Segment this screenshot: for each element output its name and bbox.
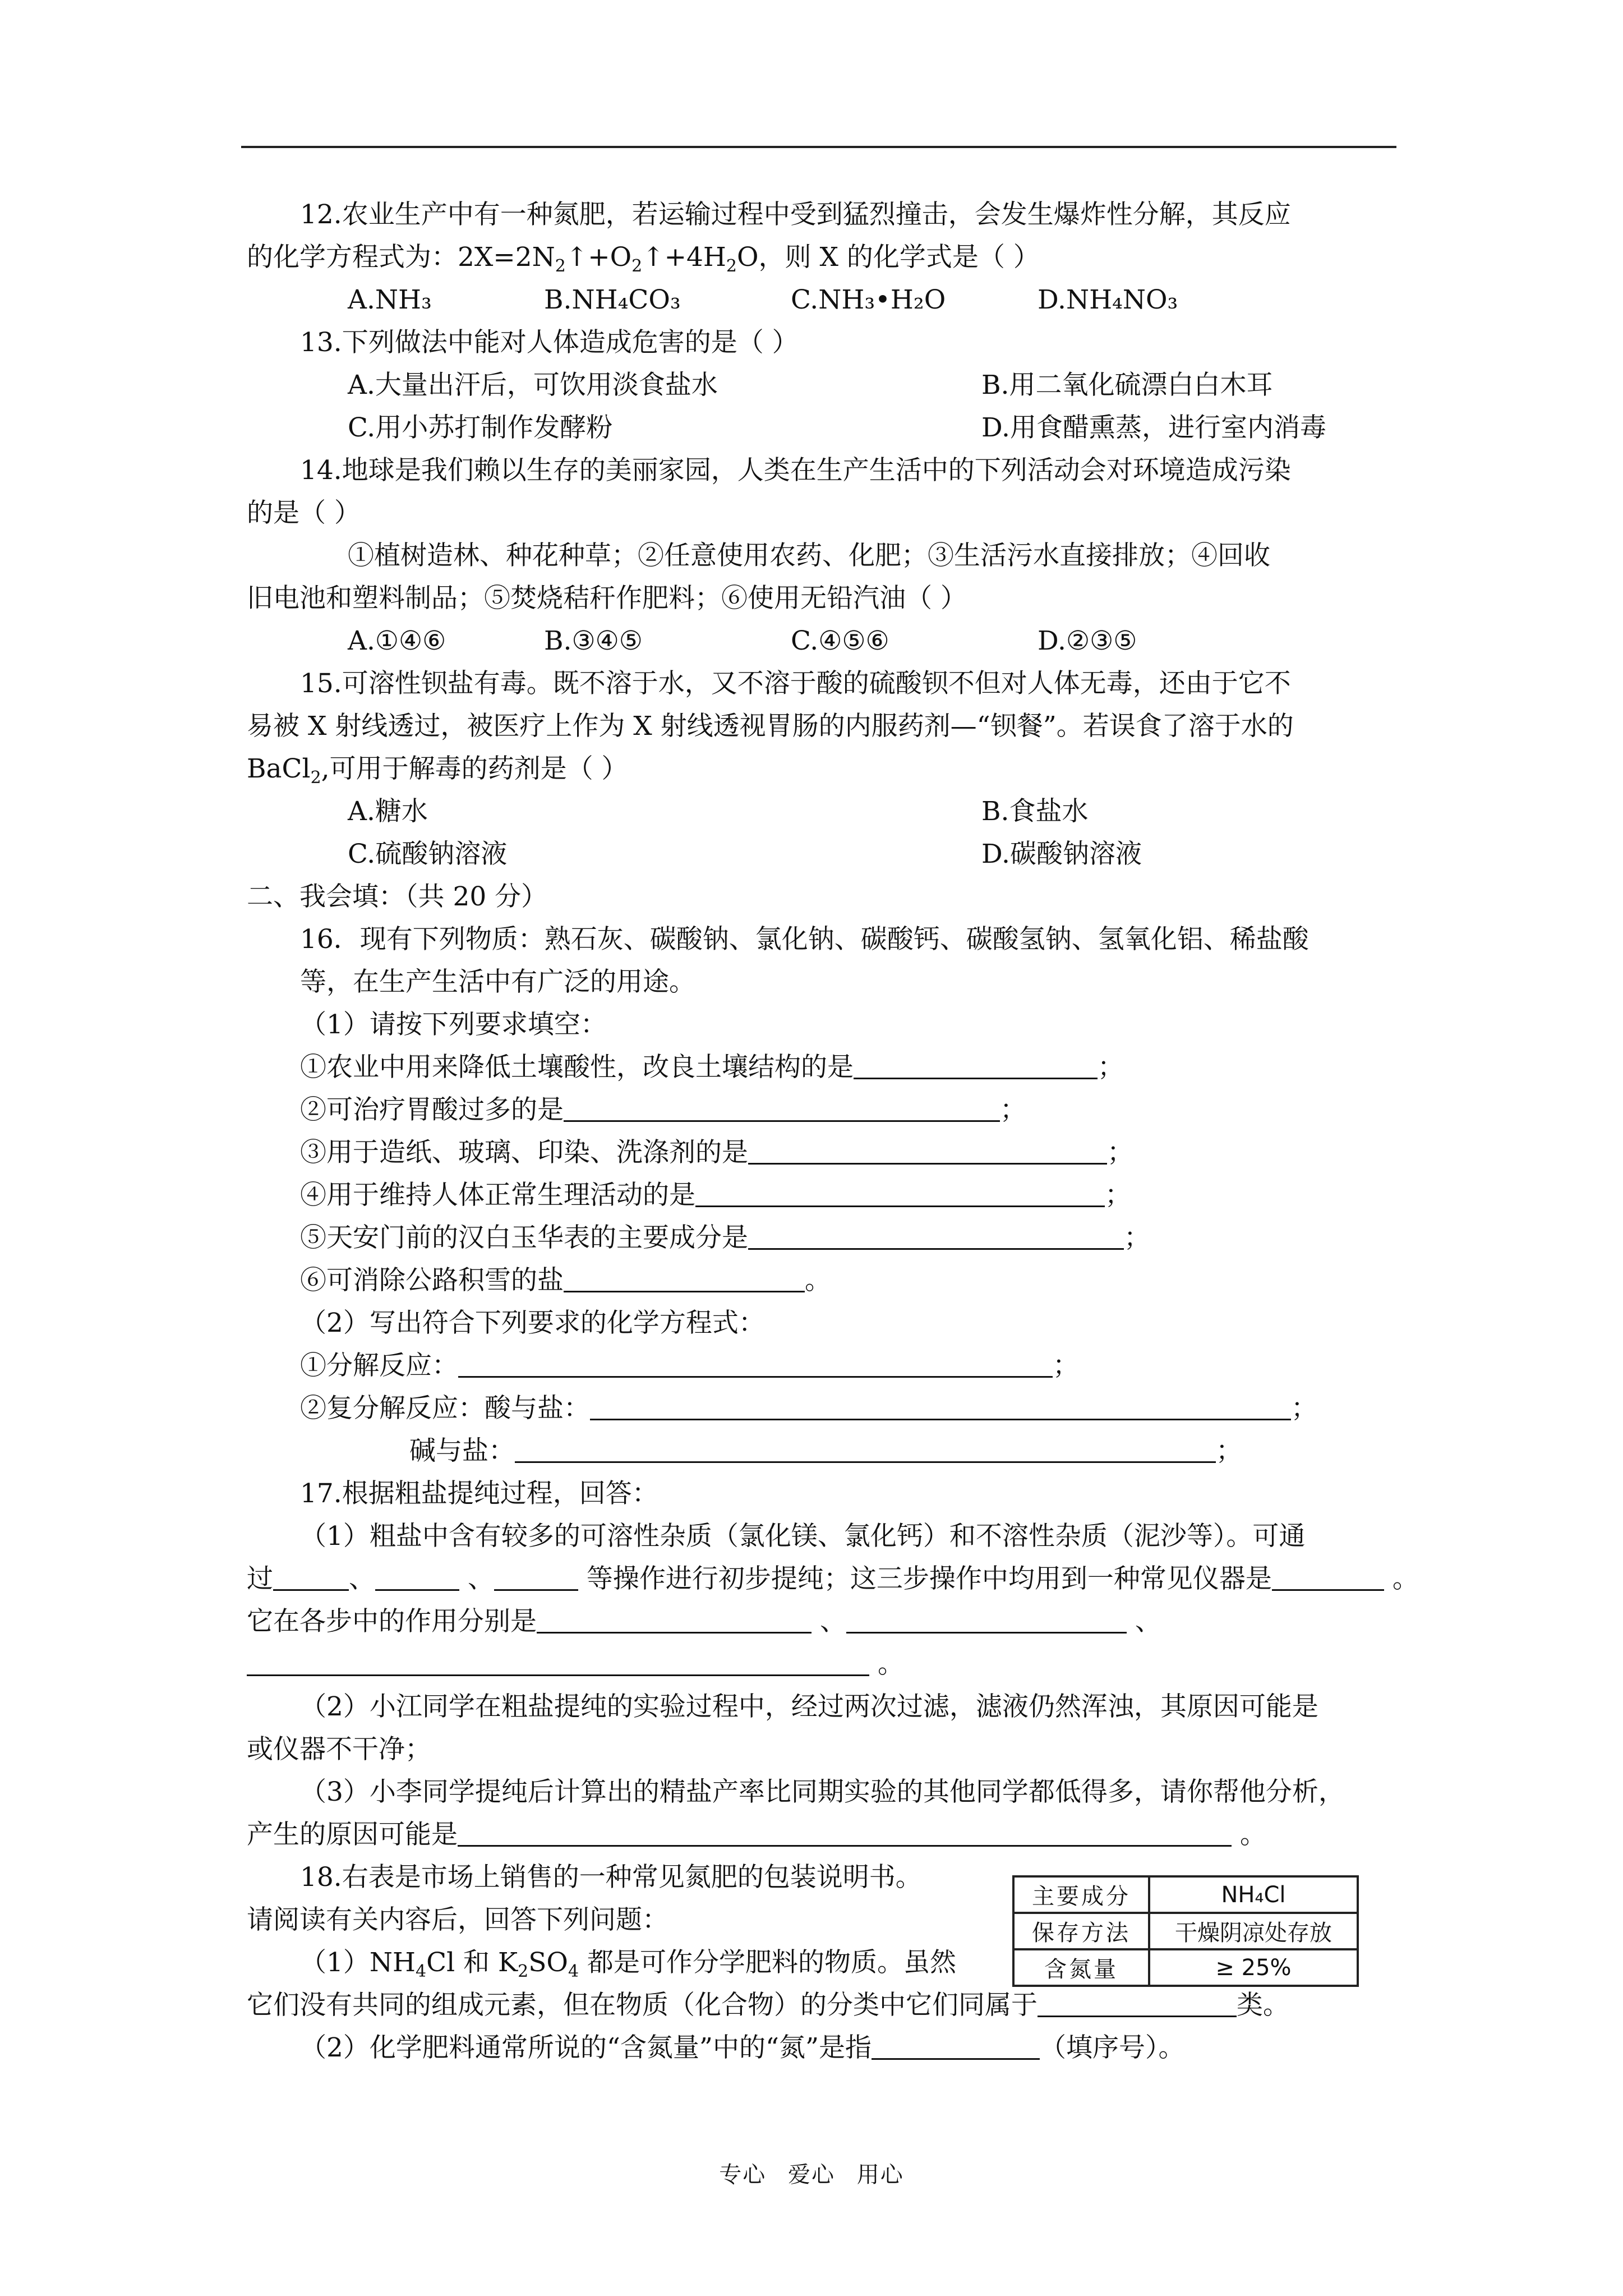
q15-option-b: B.食盐水	[981, 796, 1089, 827]
q15-line3: BaCl$_2$,可用于解毒的药剂是（ ）	[247, 753, 628, 788]
table-key: 含氮量	[1013, 1949, 1149, 1986]
q15-options-row1	[247, 790, 1396, 833]
q15-option-d: D.碳酸钠溶液	[981, 839, 1142, 869]
table-value: 干燥阴凉处存放	[1149, 1913, 1358, 1949]
q16-item4: ④用于维持人体正常生理活动的是 ；	[247, 1174, 1396, 1217]
q13-options-row2	[247, 407, 1396, 449]
q13-stem: 13.下列做法中能对人体造成危害的是（ ）	[300, 327, 799, 358]
q18-p1-line2: 它们没有共同的组成元素，但在物质（化合物）的分类中它们同属于 类。	[247, 1984, 1396, 2027]
header-rule	[241, 146, 1396, 148]
q12-line2: 的化学方程式为：$2X=2N_2↑+O_2↑+4H_2O$，则 X 的化学式是（ ）	[247, 242, 1040, 276]
q14-option-c: C.④⑤⑥	[791, 625, 889, 656]
table-key: 主要成分	[1013, 1876, 1149, 1913]
q13-option-d: D.用食醋熏蒸，进行室内消毒	[981, 412, 1326, 443]
table-value: NH₄Cl	[1149, 1876, 1358, 1913]
footer-word: 用心	[856, 2162, 904, 2188]
q17-blank-reason[interactable]	[458, 1816, 1232, 1847]
q16-item3-blank[interactable]	[748, 1134, 1107, 1165]
q17-blank-instrument[interactable]	[1272, 1560, 1384, 1591]
q17-p1-line3: 它在各步中的作用分别是 、 、	[247, 1600, 1396, 1643]
q18-p2: （2）化学肥料通常所说的“含氮量”中的“氮”是指 （填序号）。	[247, 2027, 1396, 2069]
q18-blank-class[interactable]	[1038, 1986, 1237, 2017]
q15-option-a: A.糖水	[348, 796, 428, 827]
q14-options	[247, 620, 1396, 662]
q17-p3-line2: 产生的原因可能是 。	[247, 1814, 1396, 1856]
table-row	[1013, 1913, 1358, 1949]
q16-item2: ②可治疗胃酸过多的是 ；	[247, 1089, 1396, 1131]
q16-eq3: 碱与盐： ；	[247, 1430, 1396, 1473]
q18-line2: 请阅读有关内容后，回答下列问题：	[247, 1904, 668, 1935]
table-row	[1013, 1949, 1358, 1986]
page-footer	[0, 2157, 1623, 2189]
q14-line2: 的是（ ）	[247, 498, 361, 528]
q17-blank-role2[interactable]	[846, 1603, 1127, 1634]
q12-option-a: A.NH₃	[348, 284, 432, 315]
q16-item3: ③用于造纸、玻璃、印染、洗涤剂的是 ；	[247, 1131, 1396, 1174]
q14-line1: 14.地球是我们赖以生存的美丽家园，人类在生产生活中的下列活动会对环境造成污染	[300, 455, 1291, 486]
q17-p2-line2: 或仪器不干净；	[247, 1734, 431, 1765]
q12-option-d: D.NH₄NO₃	[1038, 284, 1178, 315]
table-value: ≥ 25%	[1149, 1949, 1358, 1986]
q14-line3: ①植树造林、种花种草；②任意使用农药、化肥；③生活污水直接排放；④回收	[348, 540, 1270, 571]
q18-p1-line1: $(1)NH_4Cl$ 和 $K_2SO_4$ 都是可作分学肥料的物质。虽然	[300, 1947, 956, 1981]
q17-blank-op2[interactable]	[375, 1560, 459, 1591]
q16-item6-blank[interactable]	[564, 1262, 805, 1292]
q13-option-b: B.用二氧化硫漂白白木耳	[981, 370, 1273, 401]
q15-options-row2	[247, 833, 1396, 876]
q16-item1: ①农业中用来降低土壤酸性，改良土壤结构的是 ；	[247, 1046, 1396, 1089]
q16-part2: （2）写出符合下列要求的化学方程式：	[300, 1308, 765, 1338]
q14-option-d: D.②③⑤	[1038, 625, 1137, 656]
footer-word: 爱心	[788, 2162, 835, 2188]
q16-eq2-blank[interactable]	[590, 1389, 1291, 1420]
q18-line1: 18.右表是市场上销售的一种常见氮肥的包装说明书。	[300, 1862, 922, 1893]
q12-option-b: B.NH₄CO₃	[544, 284, 681, 315]
q15-line1: 15.可溶性钡盐有毒。既不溶于水，又不溶于酸的硫酸钡不但对人体无毒，还由于它不	[300, 668, 1291, 699]
q17-stem: 17.根据粗盐提纯过程，回答：	[300, 1478, 658, 1509]
q18-blank-nitrogen[interactable]	[872, 2029, 1040, 2060]
q16-line2: 等，在生产生活中有广泛的用途。	[300, 967, 695, 997]
q12-options	[247, 279, 1396, 321]
q16-item2-blank[interactable]	[564, 1091, 1000, 1122]
q17-p1-line2: 过 、 、 等操作进行初步提纯；这三步操作中均用到一种常见仪器是 。	[247, 1558, 1396, 1600]
exam-page	[247, 194, 1419, 2069]
q12-line1: 12.农业生产中有一种氮肥，若运输过程中受到猛烈撞击，会发生爆炸性分解，其反应	[300, 199, 1291, 230]
q16-item1-blank[interactable]	[854, 1048, 1098, 1079]
q16-item5: ⑤天安门前的汉白玉华表的主要成分是 ；	[247, 1217, 1396, 1259]
q17-p1-line4: 。	[247, 1643, 1396, 1686]
q17-blank-role3[interactable]	[247, 1645, 869, 1676]
q17-blank-op1[interactable]	[273, 1560, 349, 1591]
q14-line4: 旧电池和塑料制品；⑤焚烧秸秆作肥料；⑥使用无铅汽油（ ）	[247, 583, 967, 614]
footer-word: 专心	[719, 2162, 767, 2188]
q15-option-c: C.硫酸钠溶液	[348, 839, 508, 869]
q14-option-b: B.③④⑤	[544, 625, 643, 656]
q16-part1: （1）请按下列要求填空：	[300, 1009, 607, 1040]
q17-p3-line1: （3）小李同学提纯后计算出的精盐产率比同期实验的其他同学都低得多，请你帮他分析，	[300, 1777, 1345, 1807]
section2-heading: 二、我会填：（共 20 分）	[247, 881, 548, 912]
q14-option-a: A.①④⑥	[348, 625, 446, 656]
q16-eq1: ①分解反应： ；	[247, 1345, 1396, 1387]
table-key: 保存方法	[1013, 1913, 1149, 1949]
q16-eq3-blank[interactable]	[515, 1432, 1216, 1463]
q17-p2-line1: （2）小江同学在粗盐提纯的实验过程中，经过两次过滤，滤液仍然浑浊，其原因可能是	[300, 1691, 1318, 1722]
q13-options-row1	[247, 364, 1396, 407]
q16-line1: 16．现有下列物质：熟石灰、碳酸钠、氯化钠、碳酸钙、碳酸氢钠、氢氧化铝、稀盐酸	[300, 924, 1309, 955]
fertilizer-label-table	[1012, 1875, 1359, 1987]
q16-item6: ⑥可消除公路积雪的盐 。	[247, 1259, 1396, 1302]
q17-blank-role1[interactable]	[537, 1603, 811, 1634]
q16-eq1-blank[interactable]	[458, 1347, 1053, 1378]
q17-p1-line1: （1）粗盐中含有较多的可溶性杂质（氯化镁、氯化钙）和不溶性杂质（泥沙等）。可通	[300, 1521, 1306, 1552]
q15-line2: 易被 X 射线透过，被医疗上作为 X 射线透视胃肠的内服药剂—“钡餐”。若误食了溶于水的	[247, 711, 1294, 742]
q16-item4-blank[interactable]	[695, 1176, 1105, 1207]
q17-blank-op3[interactable]	[494, 1560, 578, 1591]
q13-option-a: A.大量出汗后，可饮用淡食盐水	[348, 370, 718, 401]
q13-option-c: C.用小苏打制作发酵粉	[348, 412, 613, 443]
q16-item5-blank[interactable]	[748, 1219, 1124, 1250]
q12-option-c: C.NH₃•H₂O	[791, 284, 946, 315]
q16-eq2: ②复分解反应：酸与盐： ；	[247, 1387, 1396, 1430]
table-row	[1013, 1876, 1358, 1913]
